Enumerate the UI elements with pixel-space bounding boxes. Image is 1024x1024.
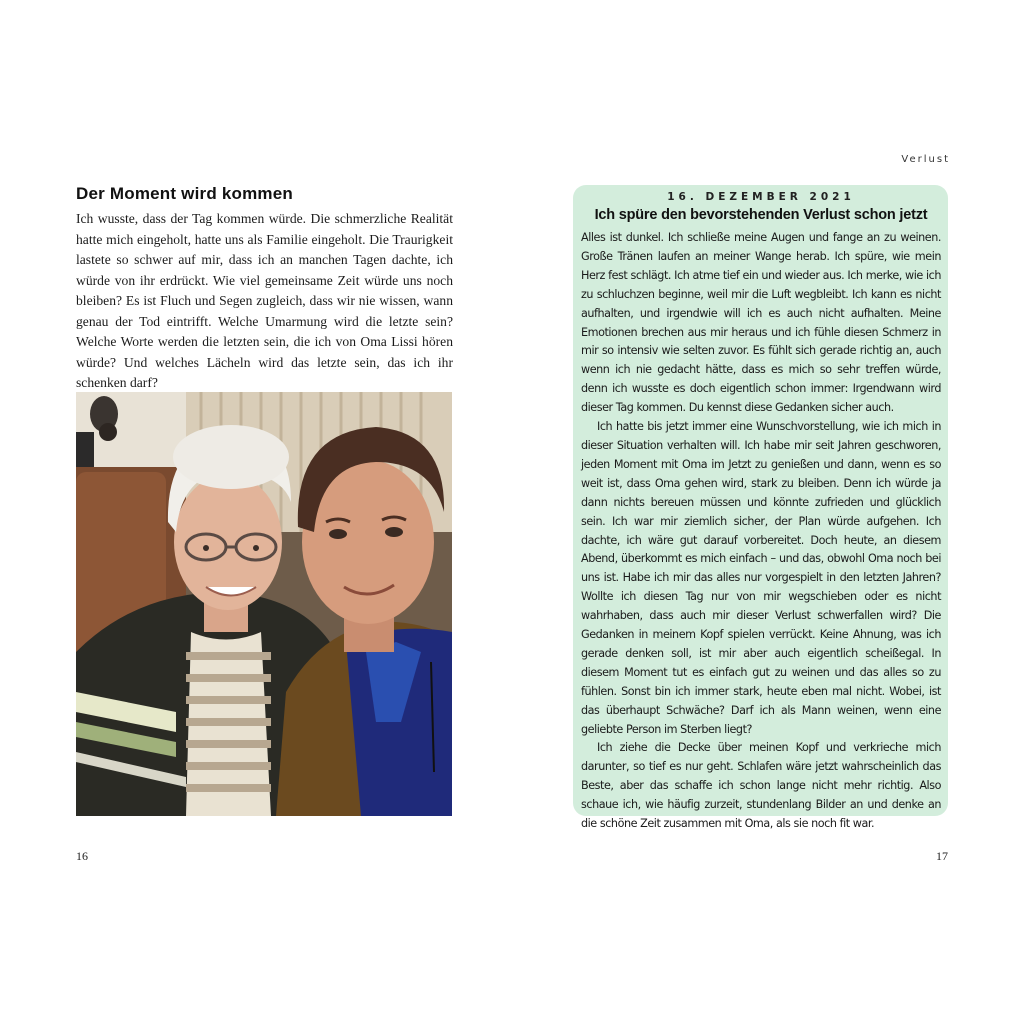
chapter-title: Der Moment wird kommen [76, 184, 293, 203]
diary-paragraph: Ich ziehe die Decke über meinen Kopf und verkrieche mich darunter, so tief es nur geht. Schlafen wäre jetzt wahrscheinlich das Beste, aber das schaffe ich schon lange nicht mehr richtig. Also schaue ich, wie häufig zurzeit, stundenlang Bilder an und denke an die schöne Zeit zusammen mit Oma, als sie noch fit war. [581, 741, 941, 831]
diary-paragraph: Alles ist dunkel. Ich schließe meine Augen und fange an zu weinen. Große Tränen laufen an meiner Wange herab. Ich spüre, wie mein Herz fest schlägt. Ich atme tief ein und wieder aus. Ich merke, wie ich zu schluchzen beginne, weil mir die Luft wegbleibt. Ich kann es nicht aufhalten, und irgendwie will ich es auch nicht aufhalten. Meine Emotionen brechen aus mir heraus und ich fühle diesen Schmerz in mir so intensiv wie selten zuvor. Es fühlt sich gerade richtig an, auch wenn ich nie gedacht hätte, dass es mich so sehr treffen würde, denn ich wusste es doch eigentlich schon immer: Irgendwann wird dieser Tag kommen. Du kennst diese Gedanken sicher auch. [581, 231, 941, 415]
diary-title: Ich spüre den bevorstehenden Verlust schon jetzt [594, 207, 928, 223]
diary-entry-box [573, 185, 948, 831]
diary-date: 16. DEZEMBER 2021 [667, 191, 855, 203]
page-number-right: 17 [936, 849, 948, 863]
diary-body [581, 229, 941, 834]
intro-paragraph: Ich wusste, dass der Tag kommen würde. Die schmerzliche Realität hatte mich eingeholt, hatte uns als Familie eingeholt. Die Traurigkeit lastete so schwer auf mir, dass ich an manchen Tagen dachte, ich würde von ihr erdrückt. Wie viel gemeinsame Zeit würde uns noch bleiben? Es ist Fluch und Segen zugleich, dass wir nie wissen, wann genau der Tod eintrifft. Welche Umarmung wird die letzte sein? Welche Worte werden die letzten sein, die ich von Oma Lissi hören würde? Und welches Lächeln wird das letzte sein, das ich ihr schenken darf? [76, 211, 453, 390]
photo-grandmother-and-grandson [76, 392, 452, 816]
page-number-left: 16 [76, 849, 88, 863]
running-head: Verlust [901, 154, 950, 165]
diary-paragraph: Ich hatte bis jetzt immer eine Wunschvorstellung, wie ich mich in dieser Situation verhalten will. Ich habe mir seit Jahren geschworen, jeden Moment mit Oma im Jetzt zu genießen und dann, wenn es so weit ist, dass Oma gehen wird, stark zu bleiben. Denn ich würde ja dann nichts bereuen müssen und könnte zufrieden und glücklich sein. Ich war mir ziemlich sicher, der Plan würde aufgehen. Ich dachte, ich wäre gut darauf vorbereitet. Doch heute, an diesem Abend, überkommt es mich einfach – und das, obwohl Oma noch bei uns ist. Habe ich mir das alles nur vorgespielt in den letzten Jahren? Wollte ich diesen Tag nur von mir wegschieben oder es nicht wahrhaben, dass auch mir dieser Verlust schwerfallen wird? Die Gedanken in meinem Kopf spielen verrückt. Keine Ahnung, was ich gerade denken soll, ist mir aber auch eigentlich scheißegal. In diesem Moment tut es einfach gut zu weinen und das alles so zu fühlen. Sonst bin ich immer stark, heute eben mal nicht. Wobei, ist das überhaupt Schwäche? Darf ich als Mann weinen, wenn eine geliebte Person im Sterben liegt? [581, 420, 941, 736]
